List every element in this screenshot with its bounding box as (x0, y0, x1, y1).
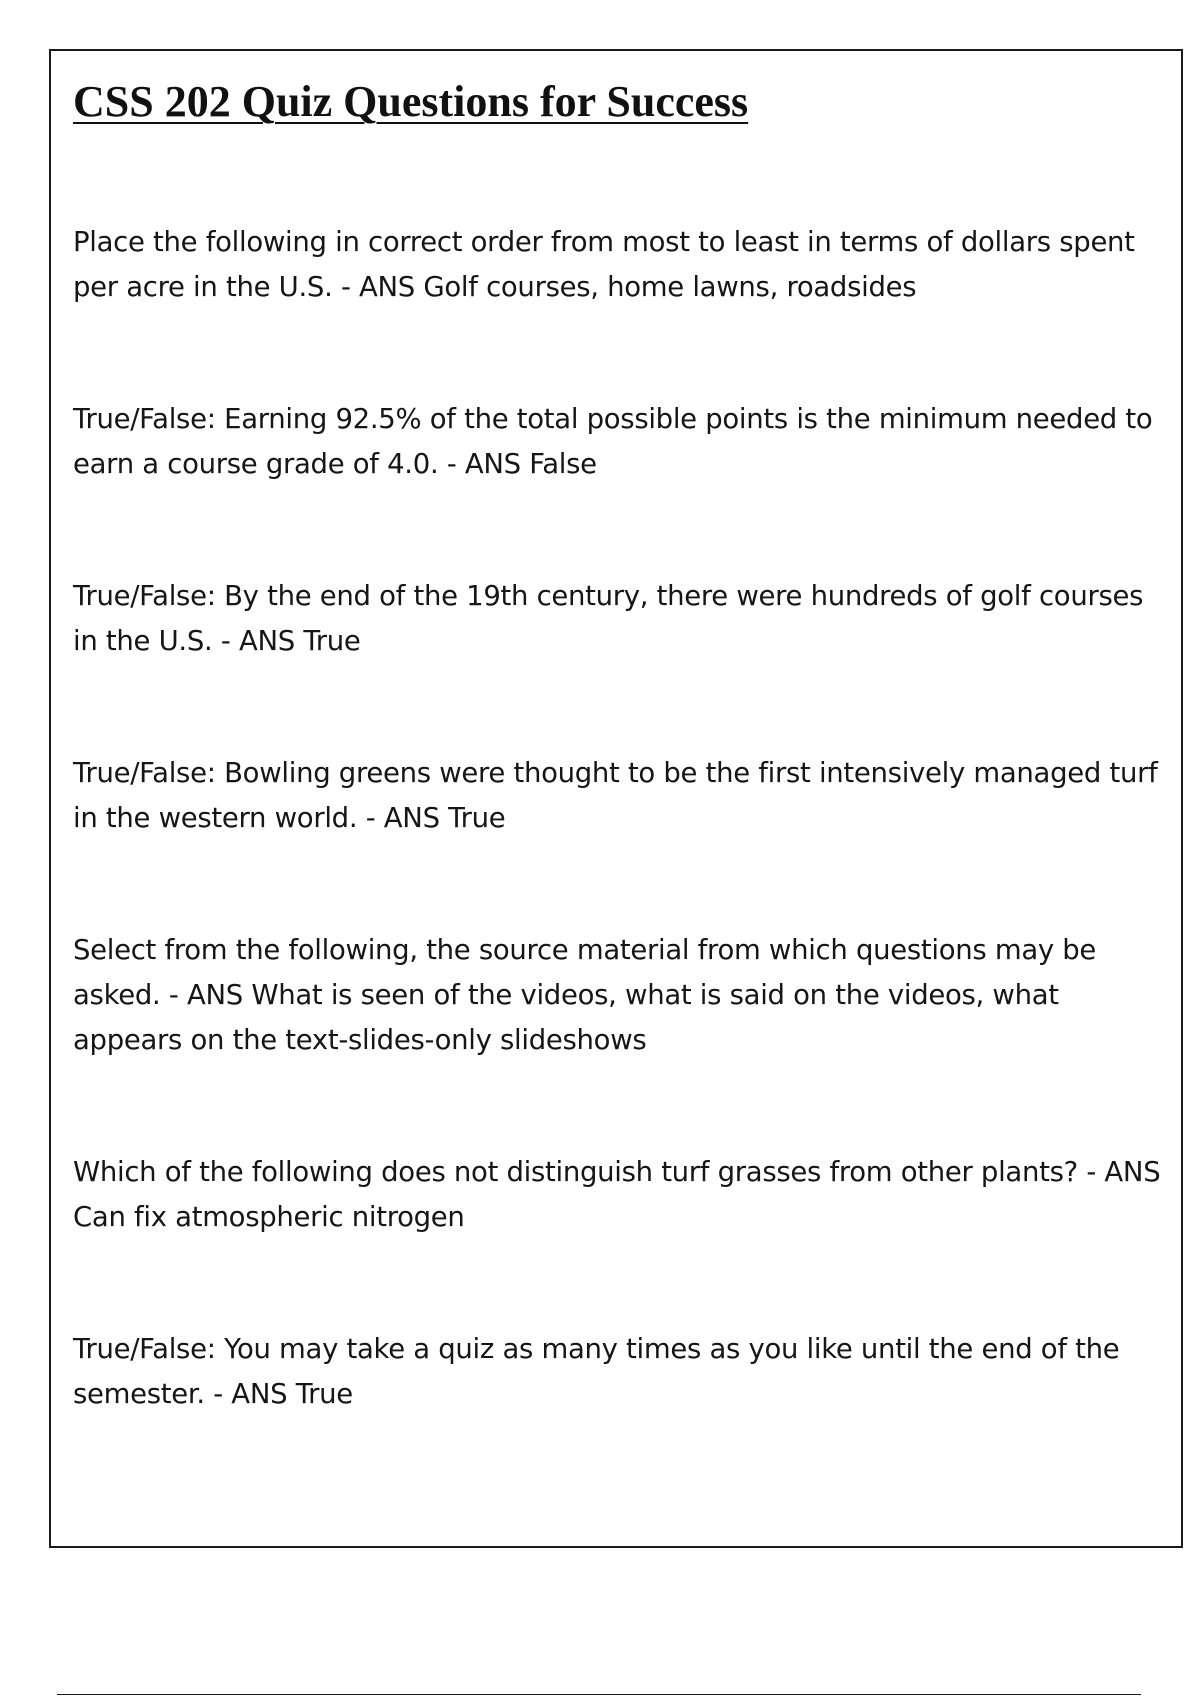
question-item: True/False: Earning 92.5% of the total possible points is the minimum needed to earn a course grade of 4.0. - ANS False (73, 403, 1153, 480)
document-title: CSS 202 Quiz Questions for Success (73, 77, 749, 126)
question-item: Place the following in correct order from most to least in terms of dollars spent per acre in the U.S. - ANS Golf courses, home lawns, roadsides (73, 226, 1135, 303)
question-item: True/False: Bowling greens were thought to be the first intensively managed turf in the western world. - ANS True (73, 757, 1158, 834)
footer-divider (57, 1694, 1141, 1695)
question-item: True/False: You may take a quiz as many times as you like until the end of the semester. - ANS True (73, 1333, 1120, 1410)
question-item: Select from the following, the source material from which questions may be asked. - ANS What is seen of the videos, what is said on the videos, what appears on the text-slides-only slideshows (73, 934, 1097, 1056)
question-list (73, 220, 1173, 1417)
question-item: True/False: By the end of the 19th century, there were hundreds of golf courses in the U.S. - ANS True (73, 580, 1144, 657)
question-item: Which of the following does not distinguish turf grasses from other plants? - ANS Can fix atmospheric nitrogen (73, 1156, 1161, 1233)
